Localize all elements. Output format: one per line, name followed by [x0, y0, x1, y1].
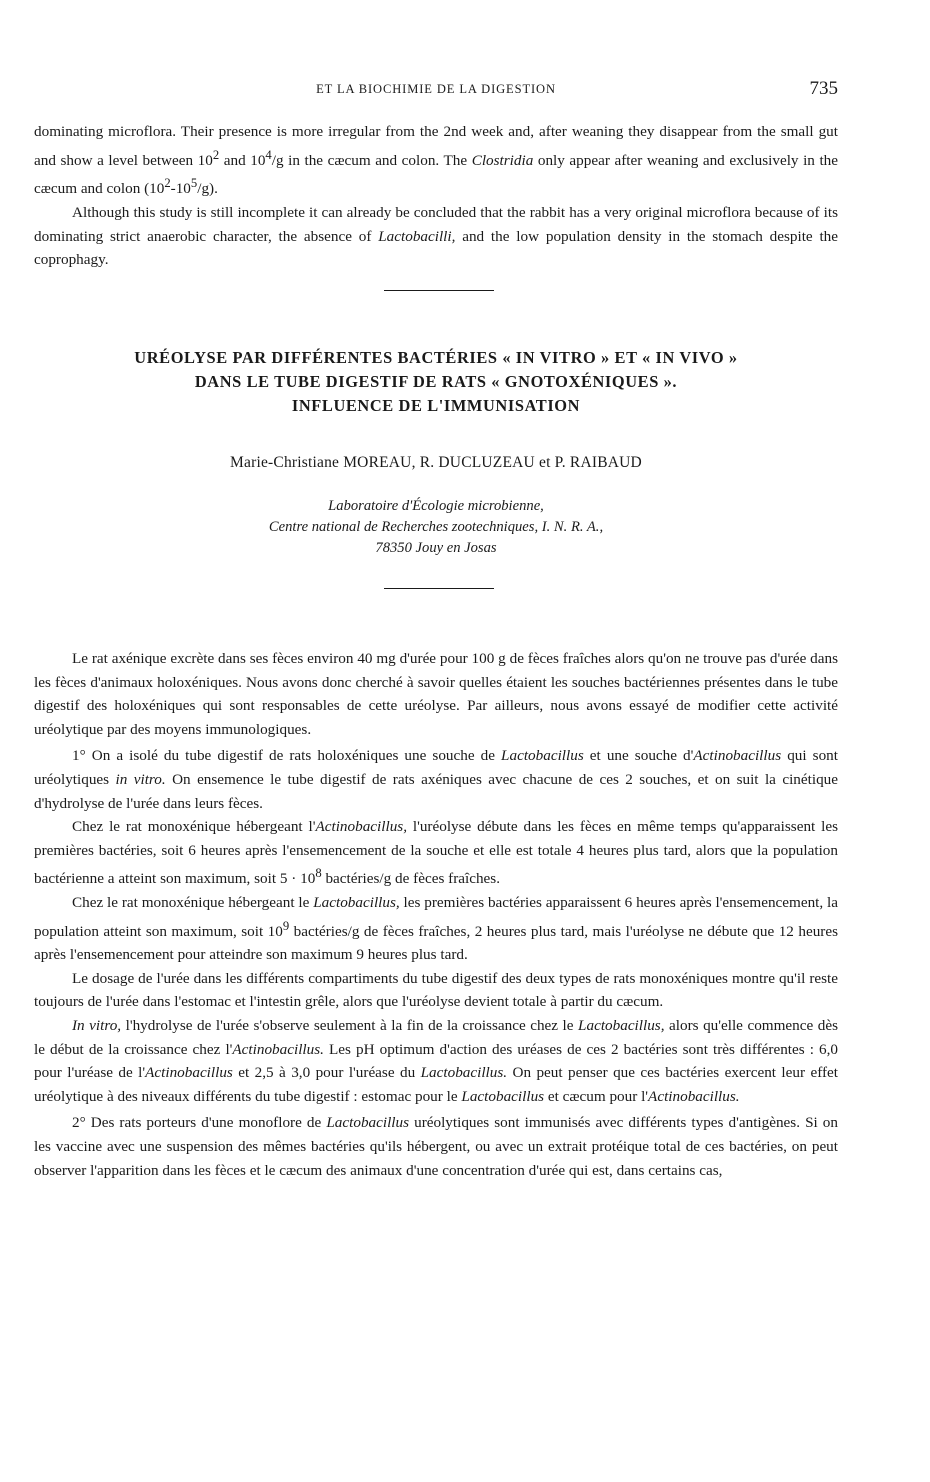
paragraph: Le rat axénique excrète dans ses fèces environ 40 mg d'urée pour 100 g de fèces fraîches alors qu'on ne trouve pas d'urée dans les fèces d'animaux holoxéniques. Nous avons donc cherché à savoir quelles étaient les souches bactériennes présentes dans le tube digestif des holoxéniques qui sont responsables de cette uréolyse. Par ailleurs, nous avons essayé de modifier cette activité uréolytique par des moyens immunologiques.	[34, 650, 838, 738]
previous-article-end	[34, 120, 838, 272]
article-body	[34, 647, 838, 1182]
article-title	[34, 346, 838, 418]
authors: Marie-Christiane MOREAU, R. DUCLUZEAU et P. RAIBAUD	[230, 454, 642, 471]
affiliation	[34, 496, 838, 559]
page-number: 735	[809, 78, 838, 99]
paragraph: Chez le rat monoxénique hébergeant le Lactobacillus, les premières bactéries apparaissent 6 heures après l'ensemencement, la population atteint son maximum, soit $10^9$ bactéries/g de fèces fraîches, 2 heures plus tard, mais l'uréolyse ne débute que 12 heures après l'ensemencement pour atteindre son maximum 9 heures plus tard.	[34, 894, 839, 964]
section-divider	[384, 588, 494, 589]
paragraph: Although this study is still incomplete it can already be concluded that the rabbit has a very original microflora because of its dominating strict anaerobic character, the absence of Lactobacilli, and the low population density in the stomach despite the coprophagy.	[34, 203, 838, 269]
title-line: INFLUENCE DE L'IMMUNISATION	[291, 396, 581, 415]
paragraph: Chez le rat monoxénique hébergeant l'Actinobacillus, l'uréolyse débute dans les fèces en même temps qu'apparaissent les premières bactéries, soit 6 heures après l'ensemencement de la souche et elle est totale 4 heures plus tard, alors que la population bactérienne a atteint son maximum, soit $5 \cdot 10^8$ bactéries/g de fèces fraîches.	[34, 818, 838, 888]
title-line: URÉOLYSE PAR DIFFÉRENTES BACTÉRIES « IN VITRO » ET « IN VIVO »	[134, 348, 738, 367]
paragraph: dominating microflora. Their presence is more irregular from the 2nd week and, after weaning they disappear from the small gut and show a level between $10^2$ and $10^4/g$ in the cæcum and colon. The Clostridia only appear after weaning and exclusively in the cæcum and colon $(10^2-10^5/g)$.	[34, 123, 838, 198]
section-divider	[384, 290, 494, 291]
paragraph: Le dosage de l'urée dans les différents compartiments du tube digestif des deux types de rats monoxéniques montre qu'il reste toujours de l'urée dans l'estomac et l'intestin grêle, alors que l'uréolyse devient totale à partir du cæcum.	[34, 969, 838, 1011]
paragraph: In vitro, l'hydrolyse de l'urée s'observe seulement à la fin de la croissance chez le Lactobacillus, alors qu'elle commence dès le début de la croissance chez l'Actinobacillus. Les pH optimum d'action des uréases de ces 2 bactéries sont très différentes : 6,0 pour l'uréase de l'Actinobacillus et 2,5 à 3,0 pour l'uréase du Lactobacillus. On peut penser que ces bactéries exercent leur effet uréolytique à des niveaux différents du tube digestif : estomac pour le Lactobacillus et cæcum pour l'Actinobacillus.	[34, 1017, 838, 1105]
title-line: DANS LE TUBE DIGESTIF DE RATS « GNOTOXÉNIQUES ».	[194, 372, 678, 391]
affiliation-line: Centre national de Recherches zootechniques, I. N. R. A.,	[268, 519, 604, 535]
affiliation-line: Laboratoire d'Écologie microbienne,	[328, 498, 544, 514]
paragraph: 2° Des rats porteurs d'une monoflore de Lactobacillus uréolytiques sont immunisés avec différents types d'antigènes. Si on les vaccine avec une suspension des mêmes bactéries qu'ils hébergent, ou avec un extrait protéique total de ces bactéries, on peut observer l'apparition dans les fèces et le cæcum des animaux d'une concentration d'urée qui est, dans certains cas,	[34, 1114, 838, 1179]
running-head	[34, 80, 838, 104]
running-title: ET LA BIOCHIMIE DE LA DIGESTION	[316, 82, 556, 96]
affiliation-line: 78350 Jouy en Josas	[375, 540, 497, 556]
paragraph: 1° On a isolé du tube digestif de rats holoxéniques une souche de Lactobacillus et une souche d'Actinobacillus qui sont uréolytiques in vitro. On ensemence le tube digestif de rats axéniques avec chacune de ces 2 souches, et on suit la cinétique d'hydrolyse de l'urée dans leurs fèces.	[34, 747, 838, 812]
